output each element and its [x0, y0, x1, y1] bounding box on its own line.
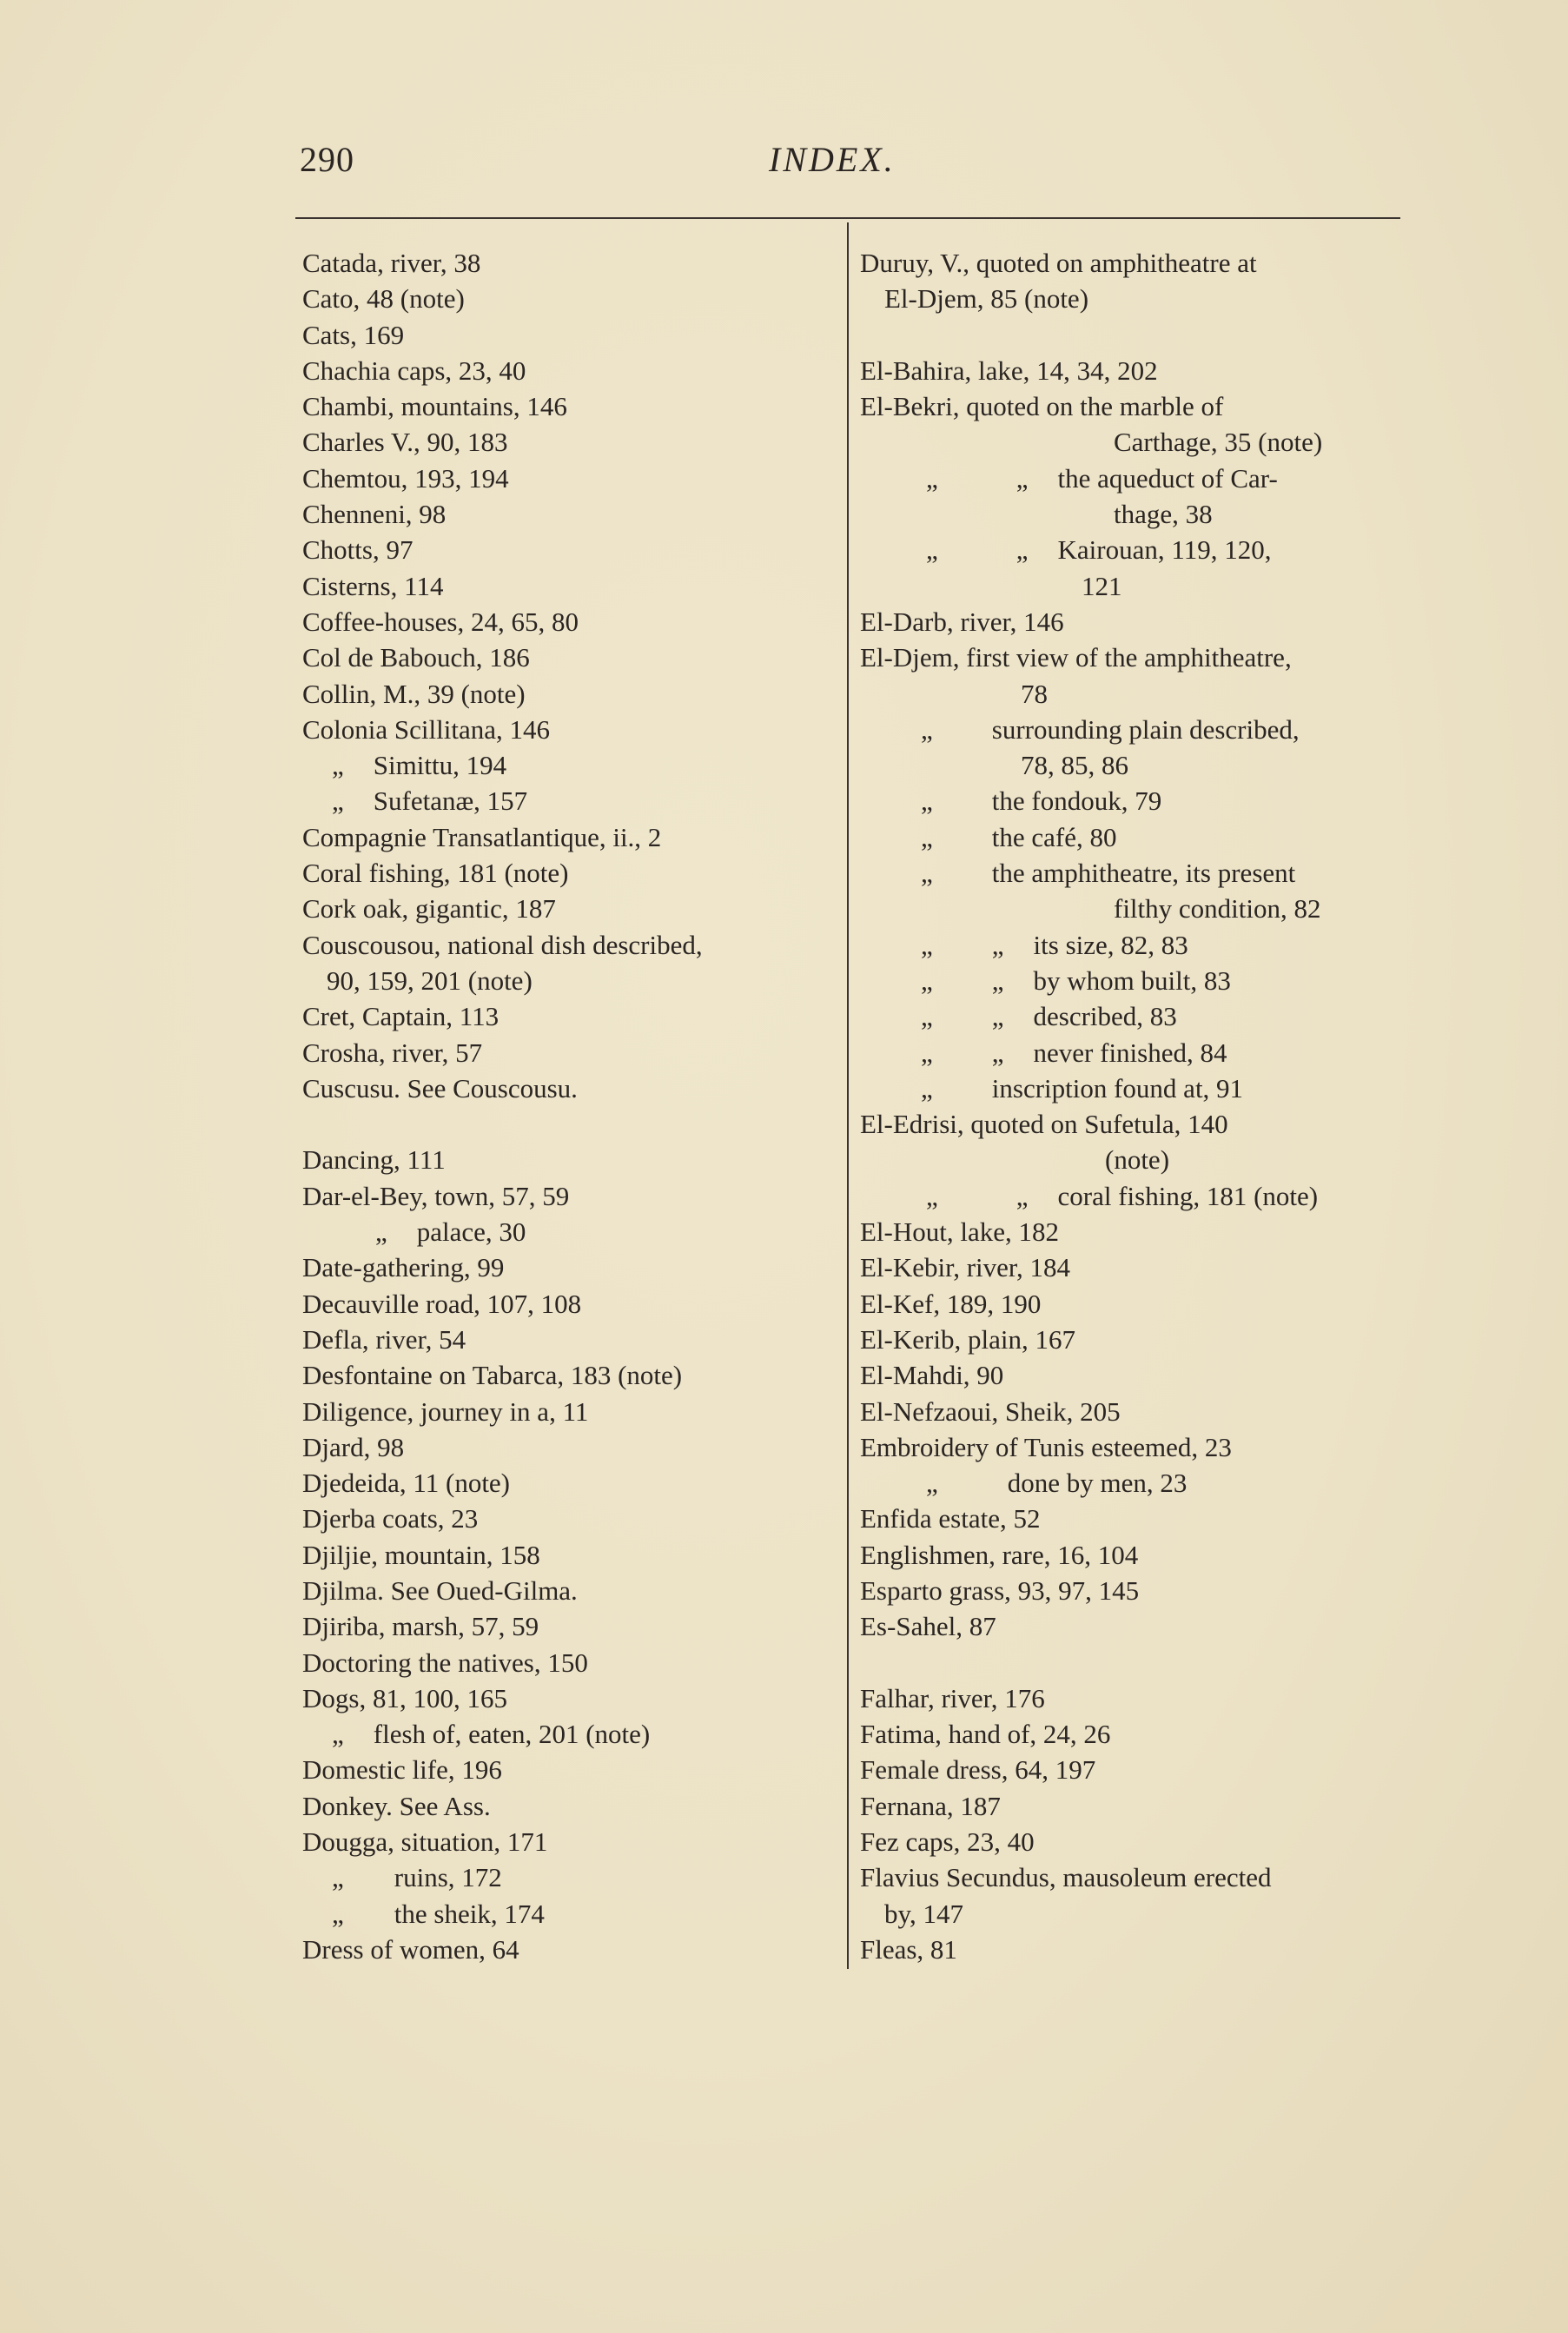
ditto-mark: „	[332, 1719, 344, 1750]
ditto-mark: „	[921, 713, 933, 745]
index-entry: Enfida estate, 52	[860, 1503, 1041, 1534]
subentry-text: by whom built, 83	[1033, 964, 1231, 996]
ditto-mark: „	[926, 1468, 938, 1499]
index-subentry	[860, 1178, 1399, 1214]
index-entry: El-Kebir, river, 184	[860, 1252, 1070, 1283]
index-entry: Djiriba, marsh, 57, 59	[302, 1611, 539, 1642]
ditto-mark: „	[991, 964, 1004, 996]
index-entry-continuation: El-Djem, 85 (note)	[884, 283, 1089, 315]
index-entry: Col de Babouch, 186	[302, 642, 530, 673]
subentry-text: never finished, 84	[1033, 1037, 1227, 1068]
ditto-mark: „	[332, 1862, 344, 1893]
ditto-mark: „	[926, 534, 938, 566]
ditto-mark: „	[332, 1898, 344, 1929]
index-entry: Englishmen, rare, 16, 104	[860, 1539, 1139, 1570]
index-entry: Embroidery of Tunis esteemed, 23	[860, 1431, 1232, 1462]
letter-section-gap	[860, 317, 1399, 353]
index-entry: Diligence, journey in a, 11	[302, 1395, 589, 1427]
index-entry: Desfontaine on Tabarca, 183 (note)	[302, 1360, 683, 1391]
index-entry-continuation: thage, 38	[1114, 499, 1213, 530]
index-entry: Cuscusu. See Couscousu.	[302, 1072, 578, 1104]
index-entry: Dougga, situation, 171	[302, 1826, 548, 1858]
subentry-text: palace, 30	[416, 1216, 526, 1248]
index-column-left	[302, 245, 824, 1967]
index-entry-continuation: Carthage, 35 (note)	[1114, 427, 1323, 458]
index-entry: Cats, 169	[302, 319, 405, 350]
subentry-text: its size, 82, 83	[1033, 929, 1188, 960]
index-entry: Es-Sahel, 87	[860, 1611, 996, 1642]
subentry-text: surrounding plain described,	[991, 713, 1300, 745]
index-entry: Djard, 98	[302, 1431, 405, 1462]
index-entry: Falhar, river, 176	[860, 1682, 1045, 1713]
index-entry-continuation: 78	[1021, 678, 1048, 709]
ditto-mark: „	[921, 1037, 933, 1068]
index-column-right	[860, 245, 1399, 1967]
subentry-text: Simittu, 194	[373, 750, 507, 781]
subentry-text: flesh of, eaten, 201 (note)	[373, 1719, 651, 1750]
ditto-mark: „	[332, 750, 344, 781]
index-entry: Chenneni, 98	[302, 499, 447, 530]
index-subentry	[302, 783, 824, 819]
index-entry: Dogs, 81, 100, 165	[302, 1682, 507, 1713]
ditto-mark: „	[921, 929, 933, 960]
letter-section-gap	[860, 1645, 1399, 1680]
index-entry: Chemtou, 193, 194	[302, 462, 509, 494]
index-entry: Djilma. See Oued-Gilma.	[302, 1574, 578, 1606]
index-subentry	[860, 855, 1399, 891]
index-entry-continuation: 78, 85, 86	[1021, 750, 1128, 781]
index-entry: Charles V., 90, 183	[302, 427, 508, 458]
subentry-text: inscription found at, 91	[991, 1072, 1244, 1104]
index-entry: Coral fishing, 181 (note)	[302, 858, 569, 889]
index-entry: Chachia caps, 23, 40	[302, 355, 526, 386]
index-entry-continuation: filthy condition, 82	[1114, 893, 1321, 925]
index-entry: Domestic life, 196	[302, 1754, 502, 1786]
header-rule	[295, 217, 1400, 219]
index-subentry	[302, 1716, 824, 1752]
ditto-mark: „	[921, 1072, 933, 1104]
index-entry: El-Kerib, plain, 167	[860, 1323, 1075, 1355]
index-entry: Donkey. See Ass.	[302, 1790, 491, 1821]
index-entry: Crosha, river, 57	[302, 1037, 483, 1068]
index-entry: Djerba coats, 23	[302, 1503, 479, 1534]
index-entry: Colonia Scillitana, 146	[302, 713, 550, 745]
index-subentry	[302, 1859, 824, 1895]
index-subentry	[860, 1070, 1399, 1106]
index-subentry	[860, 1465, 1399, 1501]
index-subentry	[302, 747, 824, 783]
index-entry: Dancing, 111	[302, 1144, 446, 1176]
ditto-mark: „	[926, 1180, 938, 1211]
index-entry: Compagnie Transatlantique, ii., 2	[302, 821, 662, 852]
subentry-text: Kairouan, 119, 120,	[1057, 534, 1272, 566]
index-entry-continuation: by, 147	[884, 1898, 963, 1929]
index-entry: Female dress, 64, 197	[860, 1754, 1096, 1786]
subentry-text: described, 83	[1033, 1001, 1177, 1032]
index-entry: El-Darb, river, 146	[860, 606, 1064, 637]
index-entry: El-Hout, lake, 182	[860, 1216, 1060, 1248]
ditto-mark: „	[921, 785, 933, 817]
index-entry: Fernana, 187	[860, 1790, 1001, 1821]
ditto-mark: „	[921, 858, 933, 889]
index-entry: Couscousou, national dish described,	[302, 929, 703, 960]
index-subentry	[302, 1896, 824, 1932]
index-entry: El-Bekri, quoted on the marble of	[860, 391, 1224, 422]
subentry-text: the amphitheatre, its present	[991, 858, 1296, 889]
index-entry: El-Edrisi, quoted on Sufetula, 140	[860, 1109, 1228, 1140]
index-entry: Chambi, mountains, 146	[302, 391, 567, 422]
ditto-mark: „	[991, 929, 1004, 960]
index-entry-continuation: 121	[1082, 570, 1122, 601]
index-entry: Fleas, 81	[860, 1933, 957, 1965]
running-head: INDEX.	[769, 140, 896, 179]
subentry-text: the aqueduct of Car-	[1057, 462, 1278, 494]
index-entry: Defla, river, 54	[302, 1323, 466, 1355]
index-entry: Decauville road, 107, 108	[302, 1288, 582, 1319]
index-entry: Djiljie, mountain, 158	[302, 1539, 540, 1570]
index-entry: Fatima, hand of, 24, 26	[860, 1719, 1111, 1750]
ditto-mark: „	[926, 462, 938, 494]
index-entry: Cret, Captain, 113	[302, 1001, 500, 1032]
index-entry: Flavius Secundus, mausoleum erected	[860, 1862, 1272, 1893]
index-subentry	[302, 1214, 824, 1249]
subentry-text: coral fishing, 181 (note)	[1057, 1180, 1319, 1211]
ditto-mark: „	[1016, 1180, 1029, 1211]
index-entry: Fez caps, 23, 40	[860, 1826, 1035, 1858]
index-entry: Dress of women, 64	[302, 1933, 519, 1965]
index-entry: Cisterns, 114	[302, 570, 444, 601]
ditto-mark: „	[991, 1037, 1004, 1068]
index-subentry	[860, 532, 1399, 567]
index-entry: Cato, 48 (note)	[302, 283, 465, 315]
index-entry: Cork oak, gigantic, 187	[302, 893, 556, 925]
index-subentry	[860, 461, 1399, 496]
index-subentry	[860, 927, 1399, 963]
index-entry: Collin, M., 39 (note)	[302, 678, 526, 709]
subentry-text: the café, 80	[991, 821, 1117, 852]
index-entry: Djedeida, 11 (note)	[302, 1468, 511, 1499]
index-entry: Duruy, V., quoted on amphitheatre at	[860, 248, 1257, 278]
index-entry: El-Djem, first view of the amphitheatre,	[860, 642, 1292, 673]
column-divider	[847, 222, 849, 1969]
index-subentry	[860, 783, 1399, 819]
ditto-mark: „	[332, 785, 344, 817]
subentry-text: done by men, 23	[1007, 1468, 1188, 1499]
ditto-mark: „	[921, 821, 933, 852]
ditto-mark: „	[375, 1216, 387, 1248]
index-entry: Esparto grass, 93, 97, 145	[860, 1574, 1140, 1606]
subentry-text: ruins, 172	[394, 1862, 502, 1893]
letter-section-gap	[302, 1106, 824, 1142]
index-entry: Chotts, 97	[302, 534, 414, 566]
index-entry: El-Kef, 189, 190	[860, 1288, 1042, 1319]
ditto-mark: „	[1016, 462, 1029, 494]
index-entry: Catada, river, 38	[302, 248, 481, 278]
index-entry: El-Nefzaoui, Sheik, 205	[860, 1395, 1121, 1427]
index-subentry	[860, 1035, 1399, 1070]
index-entry: El-Bahira, lake, 14, 34, 202	[860, 355, 1158, 386]
index-entry: Coffee-houses, 24, 65, 80	[302, 606, 579, 637]
index-subentry	[860, 998, 1399, 1034]
ditto-mark: „	[991, 1001, 1004, 1032]
subentry-text: the sheik, 174	[394, 1898, 545, 1929]
ditto-mark: „	[1016, 534, 1029, 566]
index-entry: Dar-el-Bey, town, 57, 59	[302, 1180, 570, 1211]
index-entry: Doctoring the natives, 150	[302, 1647, 588, 1678]
index-subentry	[860, 712, 1399, 747]
ditto-mark: „	[921, 964, 933, 996]
index-subentry	[860, 819, 1399, 855]
index-entry-continuation: 90, 159, 201 (note)	[327, 964, 533, 996]
index-subentry	[860, 963, 1399, 998]
index-entry: Date-gathering, 99	[302, 1252, 505, 1283]
ditto-mark: „	[921, 1001, 933, 1032]
index-entry: El-Mahdi, 90	[860, 1360, 1004, 1391]
subentry-text: Sufetanæ, 157	[373, 785, 528, 817]
index-entry-continuation: (note)	[1105, 1144, 1170, 1176]
page-number: 290	[300, 140, 354, 179]
subentry-text: the fondouk, 79	[991, 785, 1162, 817]
